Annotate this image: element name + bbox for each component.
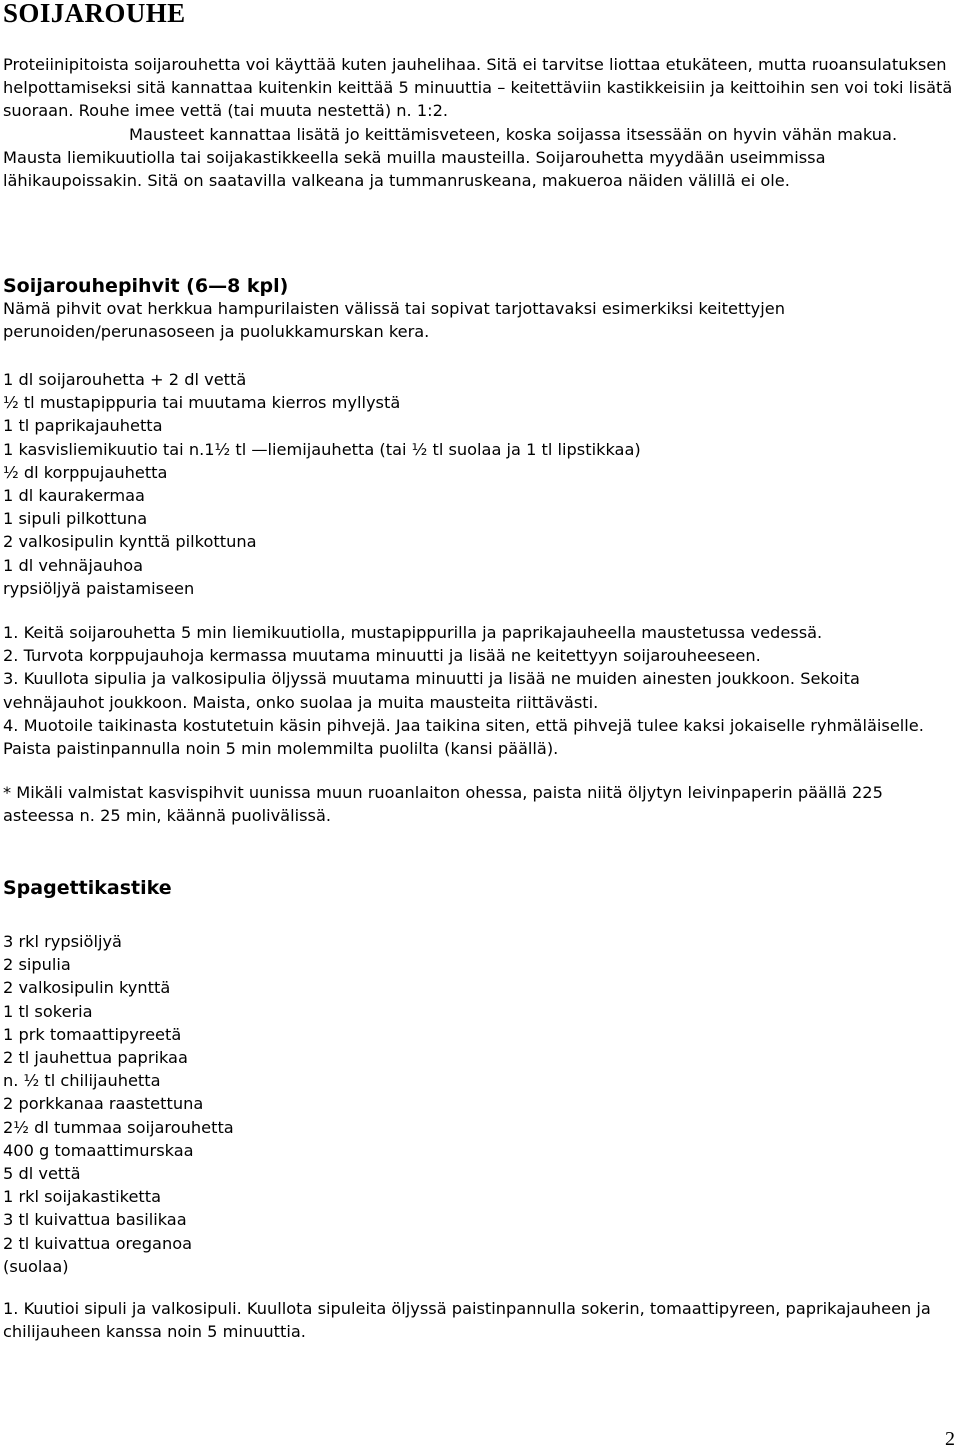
- instruction-step: 1. Kuutioi sipuli ja valkosipuli. Kuullota sipuleita öljyssä paistinpannulla sokerin, tomaattipyreen, paprikajauheen ja chilijauheen kanssa noin 5 minuuttia.: [3, 1299, 931, 1342]
- intro-paragraph-2-text: Mausteet kannattaa lisätä jo keittämisveteen, koska soijassa itsessään on hyvin vähän makua. Mausta liemikuutiolla tai soijakastikkeella sekä muilla mausteilla. Soijarouhetta myydään useimmissa lähikaupoissakin. Sitä on saatavilla valkeana ja tummanruskeana, makueroa näiden välillä ei ole.: [3, 124, 898, 191]
- instruction-step: 2. Turvota korppujauhoja kermassa muutama minuutti ja lisää ne keitettyyn soijarouheeseen.: [3, 646, 761, 666]
- list-item: 1 tl sokeria: [3, 1001, 93, 1021]
- intro-paragraph-2: [3, 123, 955, 193]
- ingredient-list-pihvit: [3, 368, 641, 600]
- list-item: 3 rkl rypsiöljyä: [3, 932, 122, 951]
- list-item: 5 dl vettä: [3, 1164, 81, 1184]
- instruction-list-spagettikastike: [3, 1297, 955, 1343]
- instruction-list-pihvit: [3, 621, 955, 760]
- list-item: 2 tl jauhettua paprikaa: [3, 1048, 188, 1068]
- list-item: 3 tl kuivattua basilikaa: [3, 1210, 187, 1230]
- intro-text: [3, 53, 955, 192]
- list-item: 2½ dl tummaa soijarouhetta: [3, 1117, 234, 1137]
- recipe-description: Nämä pihvit ovat herkkua hampurilaisten välissä tai sopivat tarjottavaksi esimerkiksi keitettyjen perunoiden/perunasoseen ja puolukkamurskan kera.: [3, 299, 785, 342]
- list-item: (suolaa): [3, 1256, 69, 1276]
- list-item: ½ tl mustapippuria tai muutama kierros myllystä: [3, 393, 401, 413]
- list-item: 2 porkkanaa raastettuna: [3, 1094, 204, 1114]
- list-item: 2 valkosipulin kynttä pilkottuna: [3, 532, 257, 552]
- list-item: 2 valkosipulin kynttä: [3, 978, 171, 998]
- list-item: 2 tl kuivattua oreganoa: [3, 1233, 193, 1253]
- oven-note: * Mikäli valmistat kasvispihvit uunissa muun ruoanlaiton ohessa, paista niitä öljytyn leivinpaperin päällä 225 asteessa n. 25 min, käännä puolivälissä.: [3, 783, 883, 826]
- instruction-step: 4. Muotoile taikinasta kostutetuin käsin pihvejä. Jaa taikina siten, että pihvejä tulee kaksi jokaiselle ryhmäläiselle. Paista paistinpannulla noin 5 min molemmilta puolilta (kansi päällä).: [3, 715, 924, 759]
- instruction-step: 1. Keitä soijarouhetta 5 min liemikuutiolla, mustapippurilla ja paprikajauheella maustetussa vedessä.: [3, 623, 823, 642]
- list-item: 1 rkl soijakastiketta: [3, 1187, 162, 1207]
- recipe-title-spagettikastike: Spagettikastike: [3, 877, 172, 899]
- list-item: 2 sipulia: [3, 955, 71, 975]
- list-item: 1 tl paprikajauhetta: [3, 416, 163, 436]
- list-item: 1 dl kaurakermaa: [3, 486, 145, 506]
- instruction-step: 3. Kuullota sipulia ja valkosipulia öljyssä muutama minuutti ja lisää ne muiden ainesten joukkoon. Sekoita vehnäjauhot joukkoon. Maista, onko suolaa ja muita mausteita riittävästi.: [3, 669, 860, 712]
- list-item: 1 sipuli pilkottuna: [3, 509, 148, 529]
- list-item: 1 prk tomaattipyreetä: [3, 1024, 182, 1044]
- list-item: 1 dl vehnäjauhoa: [3, 555, 144, 575]
- page-number: 2: [945, 1428, 955, 1450]
- recipe-title-pihvit: Soijarouhepihvit (6—8 kpl): [3, 275, 289, 297]
- intro-paragraph-1: Proteiinipitoista soijarouhetta voi käyttää kuten jauhelihaa. Sitä ei tarvitse liottaa etukäteen, mutta ruoansulatuksen helpottamiseksi sitä kannattaa kuitenkin keittää 5 minuuttia – keitettäviin kastikkeisiin ja keittoihin sen voi toki lisätä suoraan. Rouhe imee vettä (tai muuta nestettä) n. 1:2.: [3, 55, 953, 121]
- list-item: rypsiöljyä paistamiseen: [3, 578, 195, 598]
- list-item: n. ½ tl chilijauhetta: [3, 1071, 161, 1091]
- list-item: 1 dl soijarouhetta + 2 dl vettä: [3, 370, 247, 389]
- list-item: 1 kasvisliemikuutio tai n.1½ tl —liemijauhetta (tai ½ tl suolaa ja 1 tl lipstikkaa): [3, 439, 641, 459]
- document-title: SOIJAROUHE: [3, 0, 186, 28]
- list-item: ½ dl korppujauhetta: [3, 462, 168, 482]
- list-item: 400 g tomaattimurskaa: [3, 1140, 194, 1160]
- ingredient-list-spagettikastike: [3, 930, 234, 1278]
